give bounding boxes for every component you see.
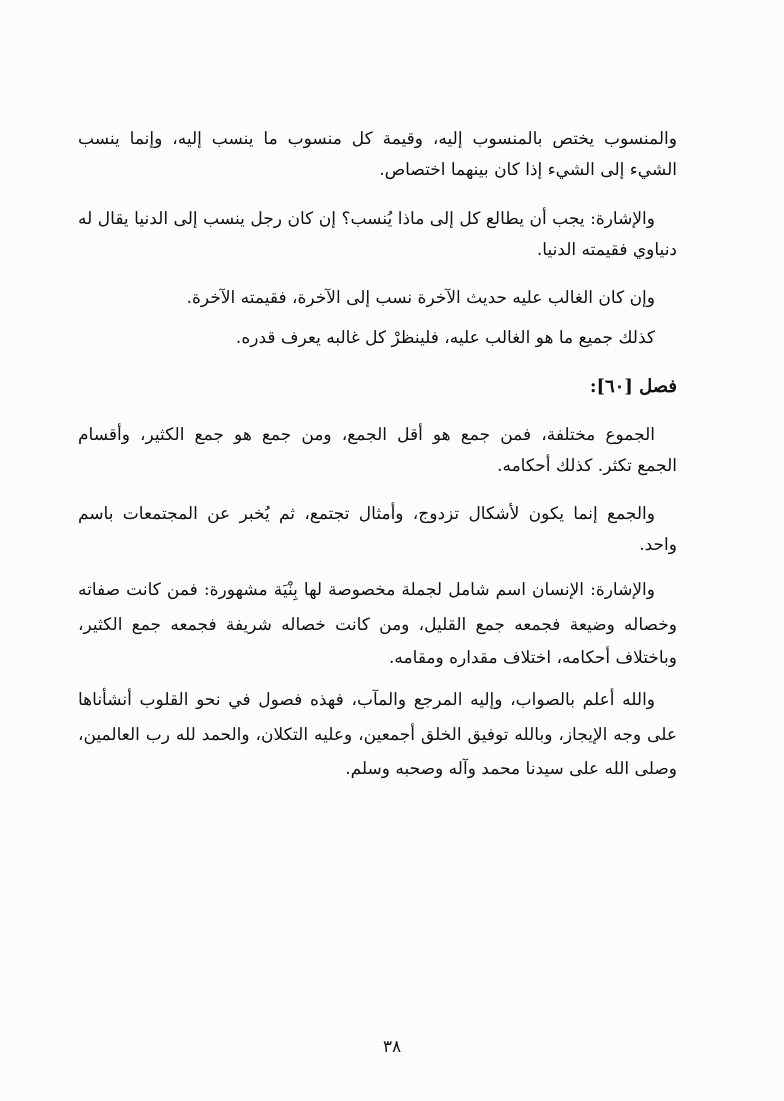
paragraph-2-line-2: دنياوي فقيمته الدنيا. <box>536 240 677 260</box>
paragraph-4-line-1: كذلك جميع ما هو الغالب عليه، فلينظرْ كل غالبه يعرف قدره. <box>235 328 655 348</box>
paragraph-5-line-2: الجمع تكثر. كذلك أحكامه. <box>497 456 677 476</box>
paragraph-8-line-1: والله أعلم بالصواب، وإليه المرجع والمآب، فهذه فصول في نحو القلوب أنشأناها <box>78 690 655 710</box>
paragraph-6-line-1: والجمع إنما يكون لأشكال تزدوج، وأمثال تجتمع، ثم يُخبر عن المجتمعات باسم <box>78 504 655 524</box>
page-number: ٣٨ <box>382 1037 402 1057</box>
paragraph-7-line-2: وخصاله وضيعة فجمعه جمع القليل، ومن كانت خصاله شريفة فجمعه جمع الكثير، <box>78 615 677 635</box>
paragraph-8-line-2: على وجه الإيجاز، وبالله توفيق الخلق أجمعين، وعليه التكلان، والحمد لله رب العالمين، <box>78 725 677 745</box>
paragraph-5-line-1: الجموع مختلفة، فمن جمع هو أقل الجمع، ومن جمع هو جمع الكثير، وأقسام <box>78 425 655 445</box>
paragraph-3-line-1: وإن كان الغالب عليه حديث الآخرة نسب إلى الآخرة، فقيمته الآخرة. <box>186 288 655 308</box>
paragraph-7-line-3: وباختلاف أحكامه، اختلاف مقداره ومقامه. <box>389 648 677 668</box>
paragraph-1-line-2: الشيء إلى الشيء إذا كان بينهما اختصاص. <box>379 160 677 180</box>
paragraph-8-line-3: وصلى الله على سيدنا محمد وآله وصحبه وسلم. <box>345 759 677 779</box>
paragraph-6-line-2: واحد. <box>639 535 677 555</box>
paragraph-1-line-1: والمنسوب يختص بالمنسوب إليه، وقيمة كل منسوب ما ينسب إليه، وإنما ينسب <box>78 129 677 149</box>
paragraph-7-line-1: والإشارة: الإنسان اسم شامل لجملة مخصوصة لها بِنْيَة مشهورة: فمن كانت صفاته <box>78 580 655 600</box>
section-heading: فصل [٦٠]: <box>589 376 677 397</box>
paragraph-2-line-1: والإشارة: يجب أن يطالع كل إلى ماذا يُنسب؟ إن كان رجل ينسب إلى الدنيا يقال له <box>78 209 655 229</box>
